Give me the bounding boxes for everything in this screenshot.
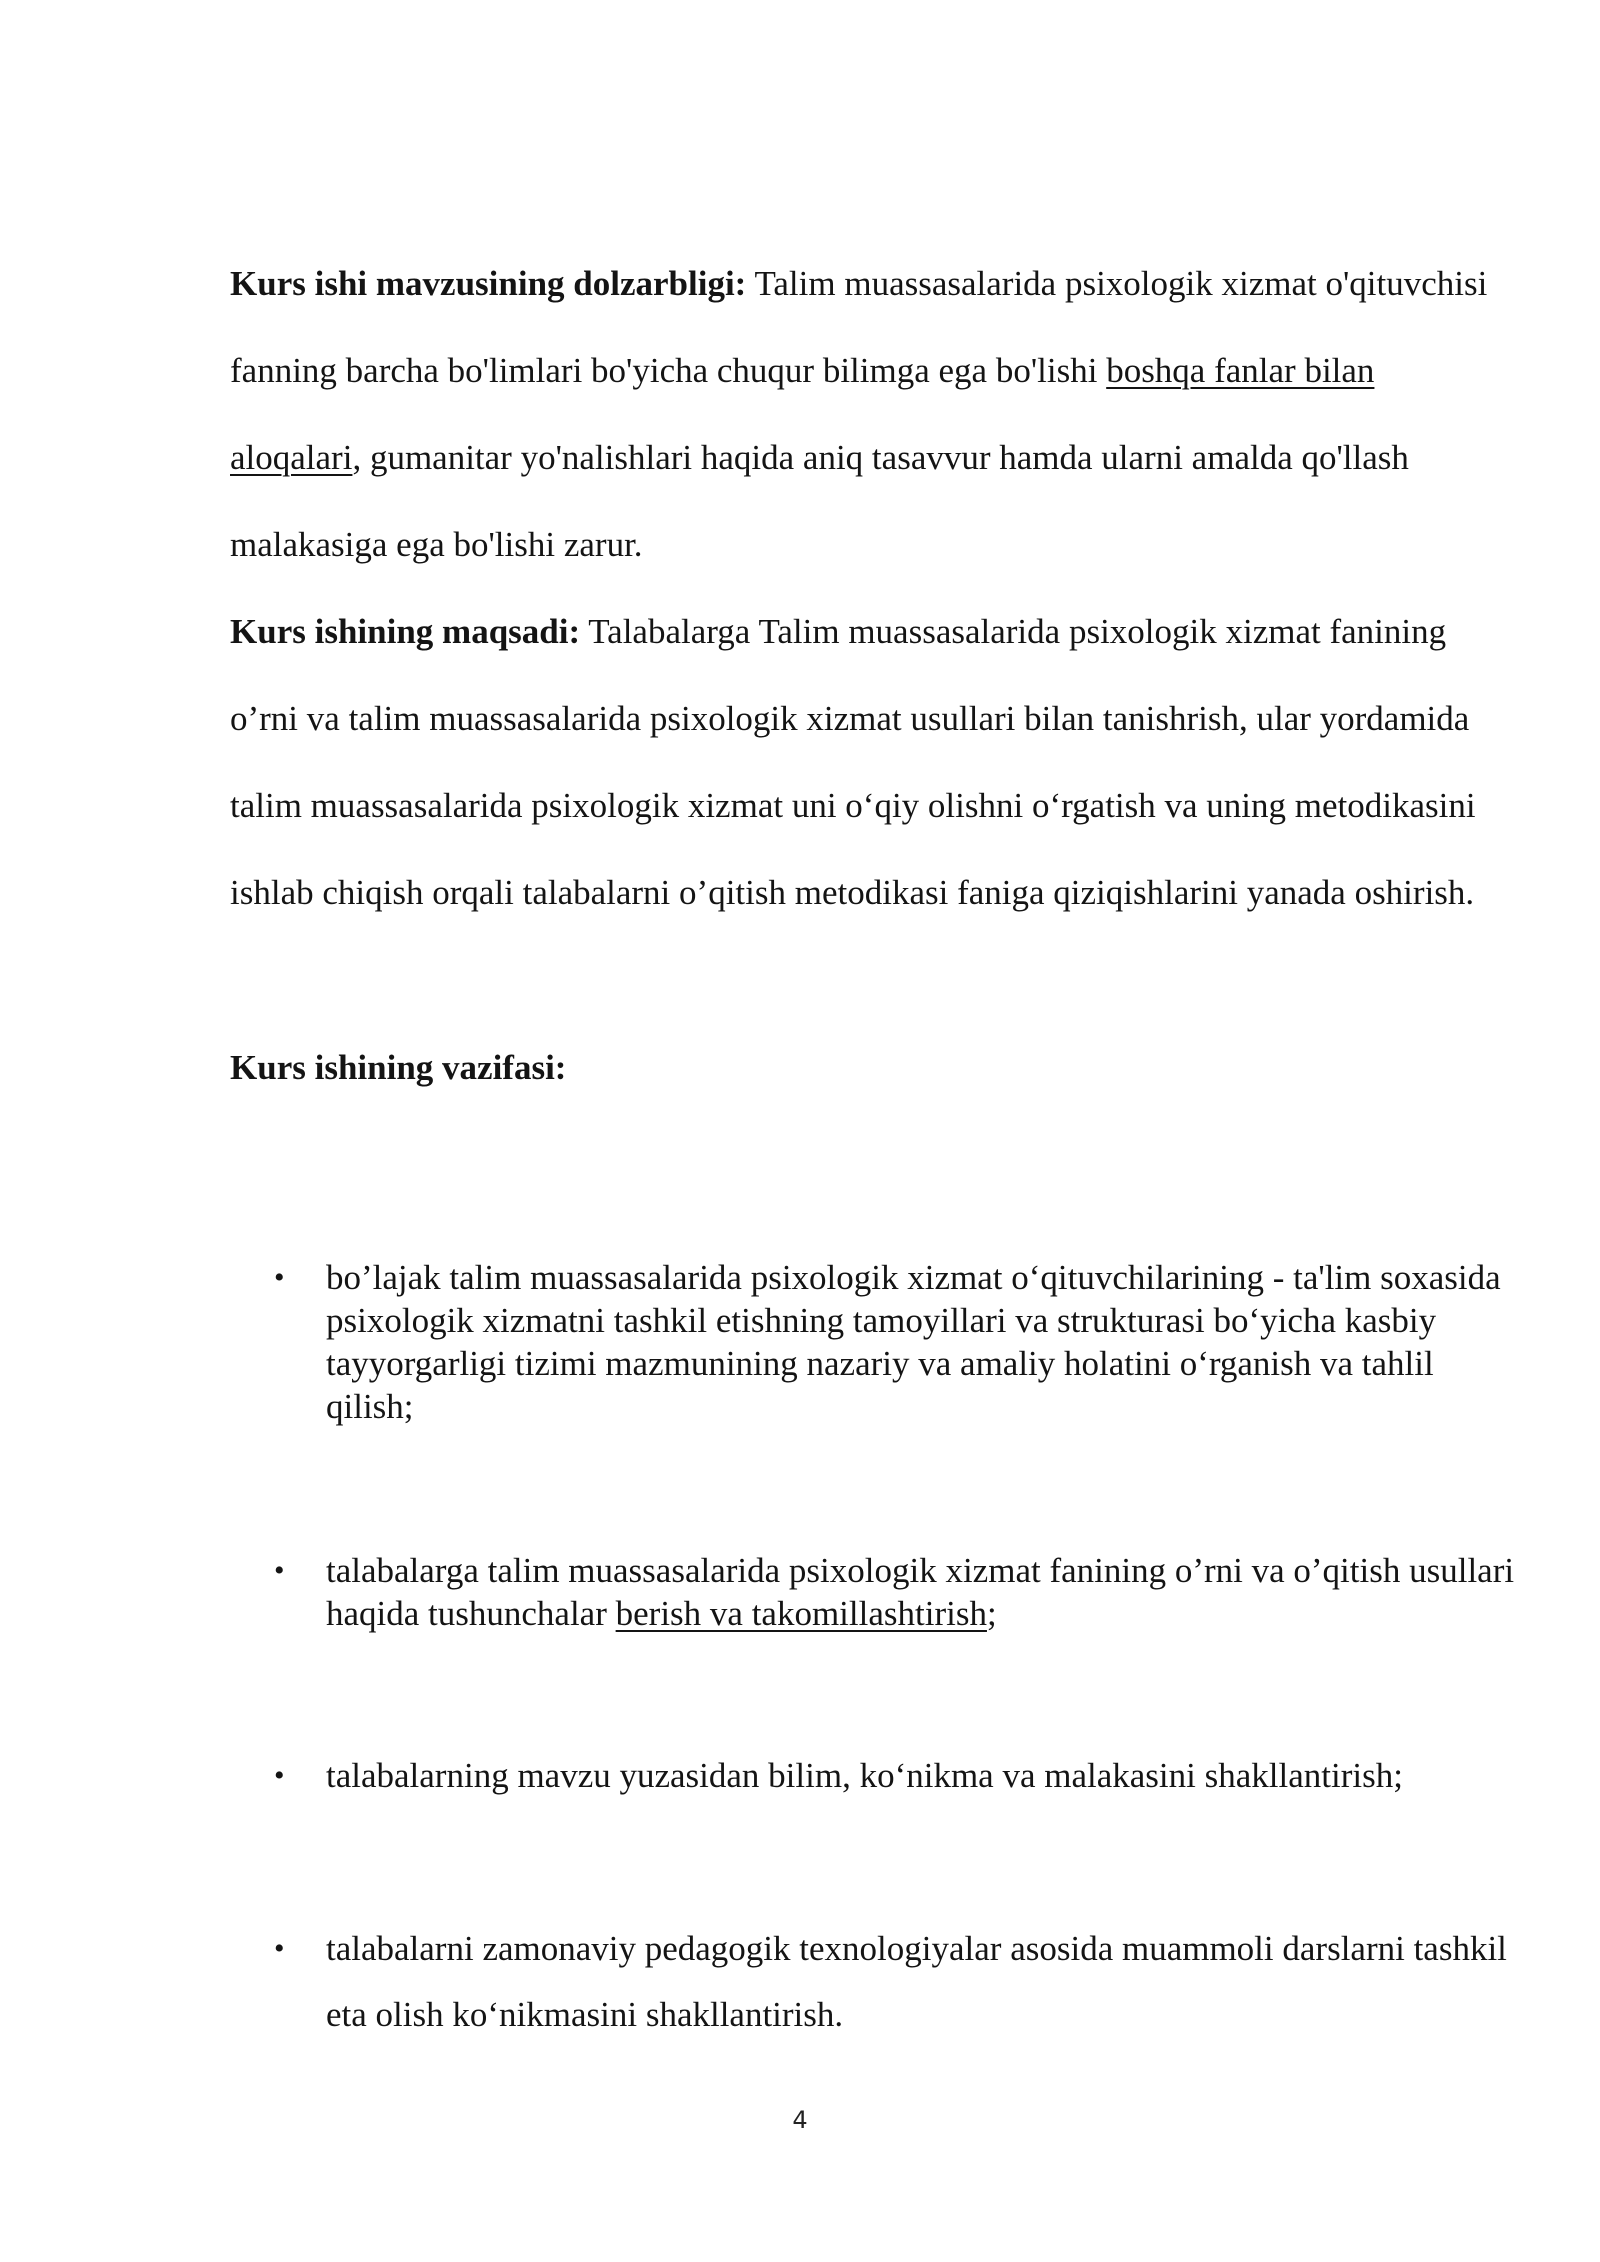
relevance-text-end: , gumanitar yo'nalishlari haqida aniq tasavvur hamda ularni amalda qo'llash malakasiga ega bo'lishi zarur. bbox=[230, 438, 1409, 564]
list-item-text: talabalarga talim muassasalarida psixologik xizmat fanining o’rni va o’qitish usullari haqida tushunchalar bbox=[326, 1551, 1515, 1633]
list-item bbox=[274, 1916, 1516, 2048]
bullet-icon: • bbox=[274, 1554, 285, 1587]
relevance-paragraph bbox=[230, 240, 1500, 588]
list-item-text: talabalarni zamonaviy pedagogik texnologiyalar asosida muammoli darslarni tashkil eta olish ko‘nikmasini shakllantirish. bbox=[326, 1929, 1507, 2034]
goal-text: Talabalarga Talim muassasalarida psixologik xizmat fanining o’rni va talim muassasalarida psixologik xizmat usullari bilan tanishrish, ular yordamida talim muassasalarida psixologik xizmat uni o‘qiy olishni o‘rgatish va uning metodikasini ishlab chiqish orqali talabalarni o’qitish metodikasi faniga qiziqishlarini yanada oshirish. bbox=[230, 612, 1476, 912]
list-item-text: bo’lajak talim muassasalarida psixologik xizmat o‘qituvchilarining - ta'lim soxasida psixologik xizmatni tashkil etishning tamoyillari va strukturasi bo‘yicha kasbiy tayyorgarligi tizimi mazmunining nazariy va amaliy holatini o‘rganish va tahlil qilish; bbox=[326, 1258, 1501, 1426]
relevance-heading: Kurs ishi mavzusining dolzarbligi: bbox=[230, 264, 747, 303]
bullet-icon: • bbox=[274, 1932, 285, 1965]
list-item-text: talabalarning mavzu yuzasidan bilim, ko‘nikma va malakasini shakllantirish; bbox=[326, 1756, 1403, 1795]
bullet-icon: • bbox=[274, 1759, 285, 1792]
page-number: 4 bbox=[792, 2106, 808, 2134]
list-item bbox=[274, 1549, 1516, 1635]
relevance-text: Talim muassasalarida psixologik xizmat o'qituvchisi fanning barcha bo'limlari bo'yicha chuqur bilimga ega bo'lishi bbox=[230, 264, 1488, 390]
relevance-underlined-text: boshqa fanlar bilan aloqalari bbox=[230, 351, 1375, 477]
list-item bbox=[274, 1256, 1516, 1428]
list-item-text-end: ; bbox=[986, 1594, 997, 1633]
goal-heading: Kurs ishining maqsadi: bbox=[230, 612, 581, 651]
tasks-heading: Kurs ishining vazifasi: bbox=[230, 1048, 567, 1087]
list-item-underlined-text: berish va takomillashtirish bbox=[615, 1594, 987, 1633]
list-item bbox=[274, 1754, 1516, 1797]
bullet-icon: • bbox=[274, 1261, 285, 1294]
tasks-paragraph bbox=[230, 1024, 1500, 1111]
goal-paragraph bbox=[230, 588, 1500, 936]
